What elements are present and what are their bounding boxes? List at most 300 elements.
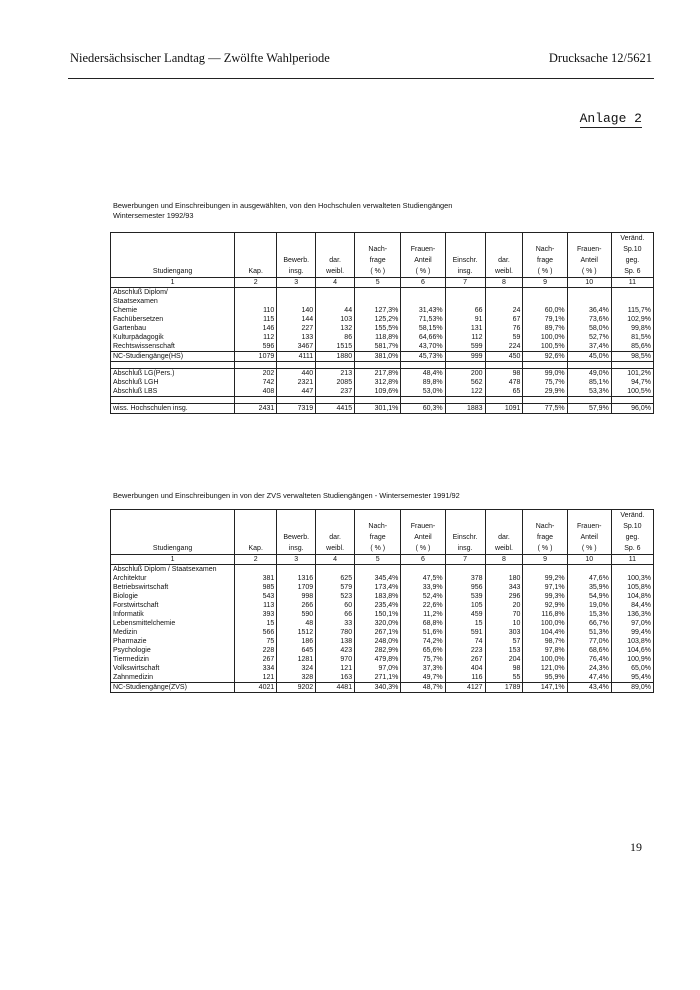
table-cell: [445, 297, 485, 306]
table-cell: 100,0%: [523, 655, 567, 664]
row-label: Forstwirtschaft: [111, 601, 235, 610]
column-number: 9: [523, 555, 567, 565]
table-cell: 267,1%: [355, 628, 401, 637]
table-cell: 37,4%: [567, 342, 611, 352]
table-cell: 320,0%: [355, 619, 401, 628]
table-header-cell: frage: [355, 532, 401, 543]
table-header-cell: [111, 244, 235, 255]
table-header-cell: [316, 233, 355, 245]
table-header-cell: Anteil: [567, 532, 611, 543]
table-cell: [235, 362, 277, 369]
table-header-cell: [523, 510, 567, 522]
table-cell: 24: [485, 306, 523, 315]
table-cell: [277, 297, 316, 306]
table1-caption-line2: Wintersemester 1992/93: [113, 211, 194, 220]
table-header-row: [111, 521, 654, 532]
table-cell: [316, 297, 355, 306]
table-cell: 98,5%: [611, 352, 653, 362]
table-cell: 35,9%: [567, 583, 611, 592]
table-cell: [485, 288, 523, 298]
table-cell: 53,0%: [401, 387, 445, 397]
table-cell: 479,8%: [355, 655, 401, 664]
table-row: [111, 369, 654, 379]
table-cell: 998: [277, 592, 316, 601]
table-cell: 1091: [485, 404, 523, 414]
table-cell: 65,0%: [611, 664, 653, 673]
row-label: Chemie: [111, 306, 235, 315]
table-header-cell: Sp. 6: [611, 543, 653, 555]
column-number: 5: [355, 555, 401, 565]
table-cell: 115,7%: [611, 306, 653, 315]
table-header-cell: [277, 521, 316, 532]
table-cell: 89,7%: [523, 324, 567, 333]
table-cell: [401, 362, 445, 369]
table-header-cell: frage: [355, 255, 401, 266]
table-header-cell: insg.: [277, 266, 316, 278]
table-cell: 105,8%: [611, 583, 653, 592]
table-cell: 599: [445, 342, 485, 352]
table-header-row: [111, 233, 654, 245]
table1-caption: [113, 201, 452, 221]
table-cell: 742: [235, 378, 277, 387]
table-header-cell: Bewerb.: [277, 532, 316, 543]
table-cell: 1883: [445, 404, 485, 414]
table-cell: 76: [485, 324, 523, 333]
table-cell: [235, 565, 277, 575]
row-label: Gartenbau: [111, 324, 235, 333]
table-header-cell: Sp. 6: [611, 266, 653, 278]
table-cell: 224: [485, 342, 523, 352]
table-cell: [523, 362, 567, 369]
table-cell: 296: [485, 592, 523, 601]
table-header-cell: [355, 233, 401, 245]
group-title: Abschluß Diplom / Staatsexamen: [111, 565, 235, 575]
table-cell: 956: [445, 583, 485, 592]
table-cell: 54,9%: [567, 592, 611, 601]
table-cell: 155,5%: [355, 324, 401, 333]
column-number: 11: [611, 278, 653, 288]
table-cell: 2085: [316, 378, 355, 387]
table-cell: 57,9%: [567, 404, 611, 414]
table-cell: [485, 565, 523, 575]
group-title-row: [111, 288, 654, 298]
table-row: [111, 583, 654, 592]
table-cell: 57: [485, 637, 523, 646]
table-cell: 76,4%: [567, 655, 611, 664]
table-header-cell: weibl.: [316, 266, 355, 278]
table-header-row: [111, 244, 654, 255]
table-cell: 112: [445, 333, 485, 342]
table-cell: 74: [445, 637, 485, 646]
table-cell: 92,9%: [523, 601, 567, 610]
table-cell: 116,8%: [523, 610, 567, 619]
table-header-cell: [485, 244, 523, 255]
table-header-cell: Nach-: [523, 521, 567, 532]
table-cell: 132: [316, 324, 355, 333]
table-header-cell: Kap.: [235, 543, 277, 555]
row-label: Abschluß LGH: [111, 378, 235, 387]
row-label: Architektur: [111, 574, 235, 583]
row-label: NC-Studiengänge(HS): [111, 352, 235, 362]
table-cell: 121: [235, 673, 277, 683]
table-cell: 459: [445, 610, 485, 619]
table-cell: 15,3%: [567, 610, 611, 619]
table-cell: 99,0%: [523, 369, 567, 379]
table-header-cell: Frauen-: [401, 244, 445, 255]
table-header-cell: weibl.: [316, 543, 355, 555]
table-cell: 2431: [235, 404, 277, 414]
table-header-row: [111, 543, 654, 555]
table-header-cell: [235, 255, 277, 266]
table-cell: 66: [445, 306, 485, 315]
table-header-cell: Anteil: [567, 255, 611, 266]
row-label: Pharmazie: [111, 637, 235, 646]
table-cell: [277, 565, 316, 575]
table-cell: 74,2%: [401, 637, 445, 646]
table-cell: 121,0%: [523, 664, 567, 673]
table-cell: 15: [235, 619, 277, 628]
table-header-cell: [401, 510, 445, 522]
table-cell: 52,7%: [567, 333, 611, 342]
table-cell: 163: [316, 673, 355, 683]
table-cell: 101,2%: [611, 369, 653, 379]
table-cell: 103,8%: [611, 637, 653, 646]
table-cell: 591: [445, 628, 485, 637]
table-cell: 113: [235, 601, 277, 610]
column-number: 1: [111, 555, 235, 565]
table-cell: 109,6%: [355, 387, 401, 397]
table-cell: 303: [485, 628, 523, 637]
table-cell: 96,0%: [611, 404, 653, 414]
table-cell: 200: [445, 369, 485, 379]
table-header-cell: ( % ): [567, 266, 611, 278]
table-cell: 324: [277, 664, 316, 673]
table-cell: 85,1%: [567, 378, 611, 387]
table-cell: 328: [277, 673, 316, 683]
table-cell: 19,0%: [567, 601, 611, 610]
table-header-cell: [111, 521, 235, 532]
column-number: 5: [355, 278, 401, 288]
table-header-cell: [316, 521, 355, 532]
table-row: [111, 683, 654, 693]
column-number: 3: [277, 555, 316, 565]
table-cell: 99,3%: [523, 592, 567, 601]
table-cell: 266: [277, 601, 316, 610]
group-title-row: [111, 297, 654, 306]
table-header-cell: Frauen-: [567, 244, 611, 255]
table-cell: 49,0%: [567, 369, 611, 379]
table-cell: 60,3%: [401, 404, 445, 414]
group-title-row: [111, 565, 654, 575]
table-cell: 75,7%: [523, 378, 567, 387]
table-cell: 104,4%: [523, 628, 567, 637]
table-cell: 67: [485, 315, 523, 324]
table-cell: [611, 297, 653, 306]
table-cell: 98: [485, 664, 523, 673]
table-header-cell: ( % ): [355, 543, 401, 555]
table-cell: 95,9%: [523, 673, 567, 683]
table-cell: [611, 288, 653, 298]
table-cell: 133: [277, 333, 316, 342]
table-header-cell: Studiengang: [111, 266, 235, 278]
table-cell: 118,8%: [355, 333, 401, 342]
table-header-row: [111, 266, 654, 278]
header-title: Niedersächsischer Landtag — Zwölfte Wahlperiode: [70, 51, 330, 65]
table-row: [111, 315, 654, 324]
table-row: [111, 592, 654, 601]
row-label: Abschluß LG(Pers.): [111, 369, 235, 379]
table-cell: [523, 397, 567, 404]
table-cell: 1079: [235, 352, 277, 362]
table-cell: 45,0%: [567, 352, 611, 362]
table-cell: 423: [316, 646, 355, 655]
table-cell: 48,7%: [401, 683, 445, 693]
table-cell: 645: [277, 646, 316, 655]
table-cell: 9202: [277, 683, 316, 693]
table-cell: 581,7%: [355, 342, 401, 352]
table-cell: 43,70%: [401, 342, 445, 352]
table-row: [111, 342, 654, 352]
table-cell: 52,4%: [401, 592, 445, 601]
table-cell: 116: [445, 673, 485, 683]
table-header-row: [111, 532, 654, 543]
table-cell: 1880: [316, 352, 355, 362]
annex-label: Anlage 2: [579, 111, 642, 126]
column-number: 4: [316, 278, 355, 288]
table-cell: 539: [445, 592, 485, 601]
table-cell: 100,5%: [523, 342, 567, 352]
table-cell: [316, 565, 355, 575]
table-row: [111, 628, 654, 637]
table-cell: 140: [277, 306, 316, 315]
table-cell: 248,0%: [355, 637, 401, 646]
table-header-cell: ( % ): [401, 266, 445, 278]
table-header-cell: Frauen-: [401, 521, 445, 532]
table-cell: 393: [235, 610, 277, 619]
table-cell: [567, 565, 611, 575]
table-cell: 138: [316, 637, 355, 646]
page-number: 19: [630, 840, 642, 854]
table-cell: 4127: [445, 683, 485, 693]
column-number: 2: [235, 278, 277, 288]
table-cell: 65,6%: [401, 646, 445, 655]
table-cell: 91: [445, 315, 485, 324]
table-cell: 85,6%: [611, 342, 653, 352]
column-number: 10: [567, 555, 611, 565]
row-label: Medizin: [111, 628, 235, 637]
table-cell: 92,6%: [523, 352, 567, 362]
table-header-cell: [445, 510, 485, 522]
table-cell: [355, 397, 401, 404]
table-cell: 343: [485, 583, 523, 592]
table-cell: 334: [235, 664, 277, 673]
table-header-cell: [445, 521, 485, 532]
column-number: 6: [401, 555, 445, 565]
table-cell: 228: [235, 646, 277, 655]
table-cell: [235, 297, 277, 306]
table-header-cell: Nach-: [355, 521, 401, 532]
table-cell: 68,6%: [567, 646, 611, 655]
table-cell: 4111: [277, 352, 316, 362]
table-cell: 49,7%: [401, 673, 445, 683]
table-cell: 75,7%: [401, 655, 445, 664]
table-cell: 4021: [235, 683, 277, 693]
table-row: [111, 673, 654, 683]
table2: [110, 509, 654, 693]
table-cell: 340,3%: [355, 683, 401, 693]
column-number: 8: [485, 555, 523, 565]
table-cell: 213: [316, 369, 355, 379]
table-cell: 44: [316, 306, 355, 315]
table-row: [111, 646, 654, 655]
table-cell: 71,53%: [401, 315, 445, 324]
row-label: Zahnmedizin: [111, 673, 235, 683]
table-header-cell: [111, 510, 235, 522]
table-cell: [401, 565, 445, 575]
table-cell: 590: [277, 610, 316, 619]
table-cell: [355, 362, 401, 369]
table-cell: [523, 288, 567, 298]
table-row: [111, 378, 654, 387]
table-row: [111, 610, 654, 619]
table-cell: [401, 297, 445, 306]
table-cell: 115: [235, 315, 277, 324]
table-cell: 47,6%: [567, 574, 611, 583]
row-label: Tiermedizin: [111, 655, 235, 664]
table-header-cell: [235, 510, 277, 522]
table-header-cell: [485, 233, 523, 245]
column-number: 7: [445, 555, 485, 565]
table-cell: 1709: [277, 583, 316, 592]
row-label: Abschluß LBS: [111, 387, 235, 397]
table-cell: [445, 288, 485, 298]
table-cell: 4415: [316, 404, 355, 414]
table-cell: [567, 297, 611, 306]
table-cell: 478: [485, 378, 523, 387]
table-header-cell: [111, 255, 235, 266]
table-cell: [111, 397, 235, 404]
row-label: Informatik: [111, 610, 235, 619]
table-header-cell: Studiengang: [111, 543, 235, 555]
table-cell: [611, 362, 653, 369]
table-cell: 146: [235, 324, 277, 333]
column-number: 10: [567, 278, 611, 288]
table-header-cell: Bewerb.: [277, 255, 316, 266]
table-cell: 127,3%: [355, 306, 401, 315]
table-header-cell: [485, 510, 523, 522]
table-cell: 450: [485, 352, 523, 362]
table-cell: 22,6%: [401, 601, 445, 610]
table-cell: 217,8%: [355, 369, 401, 379]
table-header-cell: geg.: [611, 255, 653, 266]
table-header-cell: dar.: [485, 255, 523, 266]
table-cell: 150,1%: [355, 610, 401, 619]
table-cell: [316, 397, 355, 404]
table-row: [111, 333, 654, 342]
table-cell: 543: [235, 592, 277, 601]
table-cell: 104,6%: [611, 646, 653, 655]
table1-caption-line1: Bewerbungen und Einschreibungen in ausgewählten, von den Hochschulen verwalteten Studiengängen: [113, 201, 453, 210]
table-header-row: [111, 510, 654, 522]
table-cell: 408: [235, 387, 277, 397]
table-cell: 97,1%: [523, 583, 567, 592]
row-label: Biologie: [111, 592, 235, 601]
table-cell: 1789: [485, 683, 523, 693]
table-cell: 103: [316, 315, 355, 324]
table-cell: 81,5%: [611, 333, 653, 342]
table-cell: 267: [445, 655, 485, 664]
table-header-cell: [445, 244, 485, 255]
table-header-cell: geg.: [611, 532, 653, 543]
table-header-cell: [277, 233, 316, 245]
table-header-cell: [235, 233, 277, 245]
column-number: 3: [277, 278, 316, 288]
table-cell: 99,8%: [611, 324, 653, 333]
table-header-cell: [111, 233, 235, 245]
row-label: NC-Studiengänge(ZVS): [111, 683, 235, 693]
table-cell: 100,0%: [523, 619, 567, 628]
table-cell: 20: [485, 601, 523, 610]
table-cell: 112: [235, 333, 277, 342]
table-cell: 999: [445, 352, 485, 362]
table-row: [111, 306, 654, 315]
table-row: [111, 601, 654, 610]
table-row: [111, 387, 654, 397]
table-cell: 45,73%: [401, 352, 445, 362]
table-row: [111, 664, 654, 673]
table-header-cell: [567, 233, 611, 245]
table-cell: [485, 362, 523, 369]
table-cell: 98,7%: [523, 637, 567, 646]
table-cell: 97,0%: [355, 664, 401, 673]
table-cell: 4481: [316, 683, 355, 693]
table-cell: 227: [277, 324, 316, 333]
table-cell: 99,4%: [611, 628, 653, 637]
table-header-cell: frage: [523, 255, 567, 266]
table-row: [111, 574, 654, 583]
table-header-cell: ( % ): [401, 543, 445, 555]
table-header-cell: [235, 532, 277, 543]
table-cell: 122: [445, 387, 485, 397]
table-cell: 7319: [277, 404, 316, 414]
row-label: Rechtswissenschaft: [111, 342, 235, 352]
table-header-cell: [235, 244, 277, 255]
table-header-cell: [523, 233, 567, 245]
table-cell: 89,8%: [401, 378, 445, 387]
table-cell: 381: [235, 574, 277, 583]
table-header-cell: [277, 510, 316, 522]
table-cell: 10: [485, 619, 523, 628]
table-cell: 100,5%: [611, 387, 653, 397]
table-cell: 121: [316, 664, 355, 673]
table-cell: 105: [445, 601, 485, 610]
table-cell: [401, 288, 445, 298]
table-cell: 65: [485, 387, 523, 397]
table-cell: 100,3%: [611, 574, 653, 583]
column-number-row: [111, 555, 654, 565]
table-cell: 1512: [277, 628, 316, 637]
table-header-cell: Anteil: [401, 532, 445, 543]
table-header-cell: frage: [523, 532, 567, 543]
table-cell: [567, 288, 611, 298]
table-cell: 566: [235, 628, 277, 637]
table-cell: [355, 288, 401, 298]
table-cell: 11,2%: [401, 610, 445, 619]
table-cell: 89,0%: [611, 683, 653, 693]
table-header-cell: Sp.10: [611, 521, 653, 532]
table-cell: 48: [277, 619, 316, 628]
table-cell: 31,43%: [401, 306, 445, 315]
